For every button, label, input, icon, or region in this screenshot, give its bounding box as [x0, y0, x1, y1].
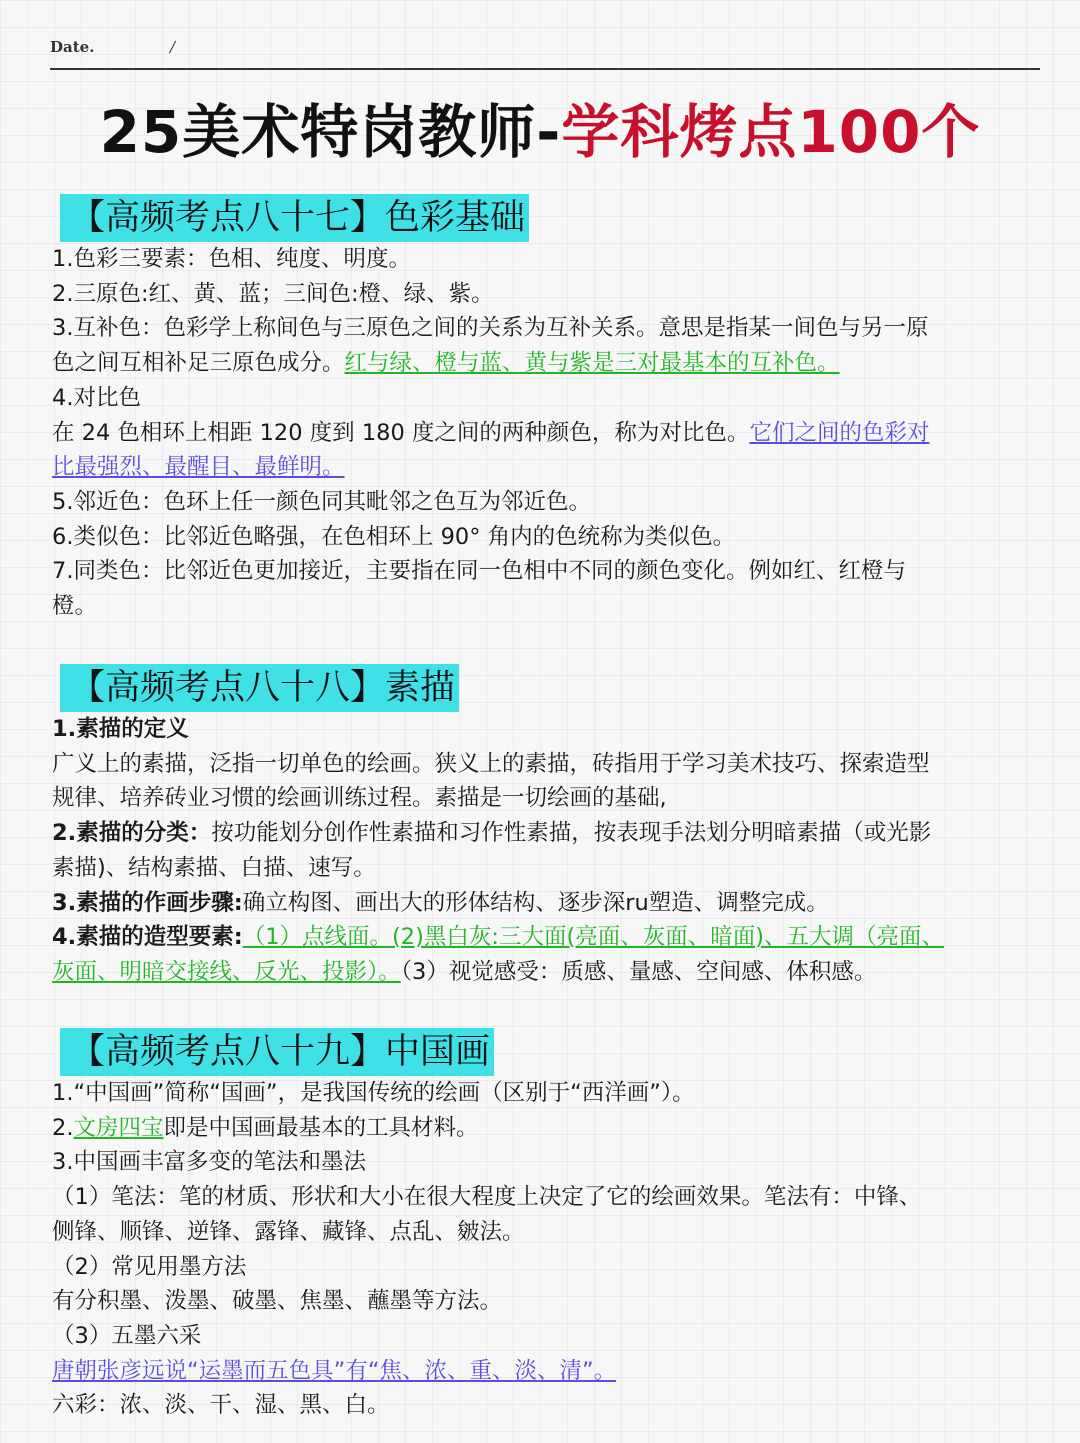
- text-line: [52, 416, 1032, 451]
- text-line: （2）常见用墨方法: [52, 1253, 247, 1280]
- text-line: [52, 886, 1032, 921]
- text-line: 1.素描的定义: [52, 716, 189, 742]
- text-line: [52, 955, 1032, 990]
- text-span-bold: 2.素描的分类：: [52, 820, 212, 847]
- text-span-bold: 4.素描的造型要素:: [52, 924, 243, 951]
- title-part-black: 25美术特岗教师-: [99, 98, 562, 166]
- highlight-link[interactable]: （1）点线面。(2)黑白灰:三大面(亮面、灰面、暗面)、五大调（亮面、: [242, 924, 945, 951]
- text-line: 3.中国画丰富多变的笔法和墨法: [52, 1149, 366, 1176]
- text-line: 橙。: [52, 593, 98, 620]
- text-span: （3）视觉感受：质感、量感、空间感、体积感。: [400, 958, 877, 985]
- text-line: [52, 1111, 1032, 1146]
- highlight-link[interactable]: 唐朝张彦远说“运墨而五色具”有“焦、浓、重、淡、清”。: [52, 1357, 617, 1384]
- text-line: 3.互补色：色彩学上称间色与三原色之间的关系为互补关系。意思是指某一间色与另一原: [52, 315, 929, 342]
- text-line: [52, 1354, 1032, 1389]
- text-line: 素描)、结构素描、白描、速写。: [52, 854, 376, 881]
- text-line: 5.邻近色：色环上任一颜色同其毗邻之色互为邻近色。: [52, 488, 591, 515]
- text-line: 1.“中国画”简称“国画”，是我国传统的绘画（区别于“西洋画”）。: [52, 1080, 695, 1106]
- text-line: 6.类似色：比邻近色略强，在色相环上 90° 角内的色统称为类似色。: [52, 523, 736, 550]
- highlight-link[interactable]: 文房四宝: [73, 1114, 164, 1141]
- text-line: （1）笔法：笔的材质、形状和大小在很大程度上决定了它的绘画效果。笔法有：中锋、: [52, 1184, 922, 1211]
- text-line: 规律、培养砖业习惯的绘画训练过程。素描是一切绘画的基础,: [52, 785, 667, 812]
- text-span-bold: 3.素描的作画步骤:: [52, 889, 243, 916]
- text-line: 2.三原色:红、黄、蓝；三间色:橙、绿、紫。: [52, 280, 494, 307]
- section-heading: 【高频考点八十八】素描: [60, 664, 459, 712]
- section-sketch: [52, 664, 1032, 990]
- text-line: 4.对比色: [52, 384, 141, 411]
- text-line: [52, 346, 1032, 381]
- text-line: 广义上的素描，泛指一切单色的绘画。狭义上的素描，砖指用于学习美术技巧、探索造型: [52, 750, 930, 777]
- text-line: [52, 816, 1032, 851]
- text-span: 在 24 色相环上相距 120 度到 180 度之间的两种颜色，称为对比色。: [52, 419, 750, 446]
- highlight-link[interactable]: 红与绿、橙与蓝、黄与紫是三对最基本的互补色。: [344, 350, 840, 377]
- date-slash: /: [170, 38, 176, 56]
- section-heading: 【高频考点八十九】中国画: [60, 1028, 494, 1076]
- section-heading: 【高频考点八十七】色彩基础: [60, 194, 529, 242]
- date-header: [50, 38, 1040, 70]
- text-line: 侧锋、顺锋、逆锋、露锋、藏锋、点乱、皴法。: [52, 1218, 525, 1245]
- page-title: [0, 92, 1080, 172]
- text-line: [52, 920, 1032, 955]
- text-line: 1.色彩三要素：色相、纯度、明度。: [52, 246, 411, 272]
- highlight-link[interactable]: 它们之间的色彩对: [749, 419, 930, 446]
- text-span: 确立构图、画出大的形体结构、逐步深ru塑造、调整完成。: [242, 889, 829, 916]
- text-span: 2.: [52, 1114, 74, 1141]
- title-part-red: 学科烤点100个: [561, 98, 981, 166]
- highlight-link[interactable]: 比最强烈、最醒目、最鲜明。: [52, 454, 345, 481]
- text-span: 即是中国画最基本的工具材料。: [163, 1114, 479, 1141]
- section-chinese-painting: [52, 1028, 1032, 1423]
- highlight-link[interactable]: 灰面、明暗交接线、反光、投影）。: [52, 958, 401, 985]
- section-color-basics: [52, 194, 1032, 624]
- text-line: 六彩：浓、淡、干、湿、黑、白。: [52, 1392, 390, 1419]
- text-line: 7.同类色：比邻近色更加接近，主要指在同一色相中不同的颜色变化。例如红、红橙与: [52, 558, 906, 585]
- text-line: （3）五墨六采: [52, 1322, 202, 1349]
- text-span: 色之间互相补足三原色成分。: [52, 350, 345, 377]
- text-line: [52, 450, 1032, 485]
- date-label: Date.: [50, 38, 95, 56]
- text-line: 有分积墨、泼墨、破墨、焦墨、蘸墨等方法。: [52, 1288, 503, 1315]
- text-span: 按功能划分创作性素描和习作性素描，按表现手法划分明暗素描（或光影: [211, 820, 932, 847]
